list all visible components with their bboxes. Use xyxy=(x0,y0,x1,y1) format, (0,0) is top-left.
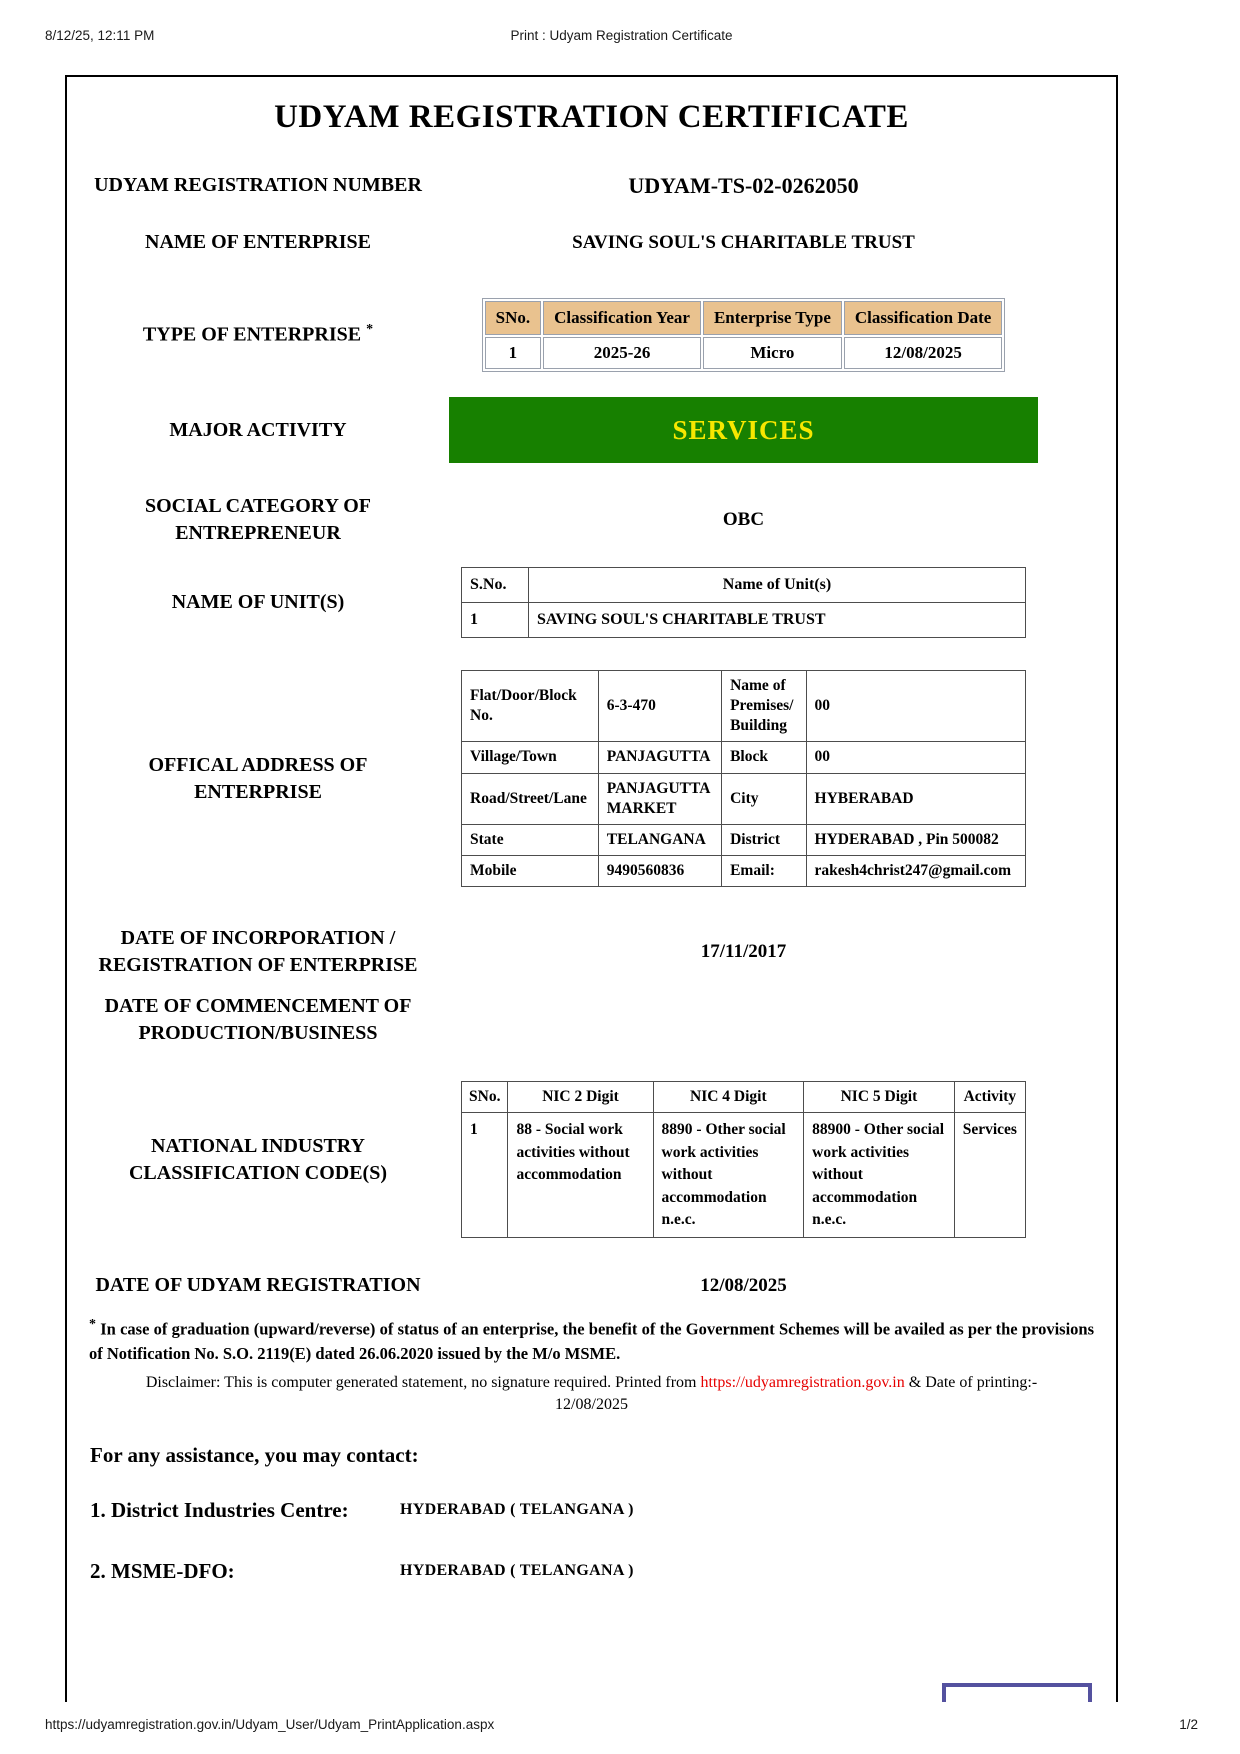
udyam-registration-date-row xyxy=(67,1272,1116,1299)
print-header-title: Print : Udyam Registration Certificate xyxy=(510,28,733,43)
udyam-registration-date-label: DATE OF UDYAM REGISTRATION xyxy=(95,1274,421,1297)
registration-number-label: UDYAM REGISTRATION NUMBER xyxy=(94,174,422,196)
print-footer-page-indicator: 1/2 xyxy=(1179,1717,1198,1732)
major-activity-label: MAJOR ACTIVITY xyxy=(169,418,347,441)
nic-activity: Services xyxy=(954,1113,1025,1238)
official-address-label: OFFICAL ADDRESS OF ENTERPRISE xyxy=(148,753,368,803)
type-classification-year: 2025-26 xyxy=(543,337,701,369)
units-table-row xyxy=(462,603,1026,638)
address-field-value: HYDERABAD , Pin 500082 xyxy=(806,824,1025,855)
address-row xyxy=(462,742,1026,773)
nic-table-header: Activity xyxy=(954,1082,1025,1113)
address-field-value: 00 xyxy=(806,671,1025,742)
type-enterprise-type: Micro xyxy=(703,337,842,369)
print-footer-url: https://udyamregistration.gov.in/Udyam_User/Udyam_PrintApplication.aspx xyxy=(45,1717,495,1732)
contact-msme-dfo-value: HYDERABAD ( TELANGANA ) xyxy=(400,1562,634,1580)
contact-dic-row xyxy=(90,1498,1116,1523)
certificate-page xyxy=(65,75,1118,1702)
nic-2-digit: 88 - Social work activities without accommodation xyxy=(508,1113,653,1238)
address-field-value: rakesh4christ247@gmail.com xyxy=(806,855,1025,886)
type-classification-date: 12/08/2025 xyxy=(844,337,1002,369)
address-field-label: Flat/Door/Block No. xyxy=(462,671,599,742)
address-row xyxy=(462,824,1026,855)
major-activity-banner xyxy=(449,397,1038,463)
nic-sno: 1 xyxy=(462,1113,508,1238)
assistance-heading: For any assistance, you may contact: xyxy=(90,1442,419,1467)
address-field-label: City xyxy=(722,773,806,824)
address-field-label: Road/Street/Lane xyxy=(462,773,599,824)
address-field-value: PANJAGUTTA MARKET xyxy=(598,773,721,824)
nic-table-header: NIC 2 Digit xyxy=(508,1082,653,1113)
unit-name: SAVING SOUL'S CHARITABLE TRUST xyxy=(529,603,1026,638)
print-header-datetime: 8/12/25, 12:11 PM xyxy=(45,28,155,43)
type-table-header: Classification Year xyxy=(543,301,701,335)
address-row xyxy=(462,773,1026,824)
type-sno: 1 xyxy=(485,337,541,369)
address-field-label: State xyxy=(462,824,599,855)
footnote-asterisk: * xyxy=(89,1317,96,1333)
address-field-label: Mobile xyxy=(462,855,599,886)
disclaimer xyxy=(85,1372,1098,1417)
printing-date: 12/08/2025 xyxy=(555,1396,628,1414)
graduation-footnote: * In case of graduation (upward/reverse) of status of an enterprise, the benefit of the Government Schemes will be availed as per the provisions of Notification No. S.O. 2119(E) dated 26.06.2020 issued by the M/o MSME. xyxy=(89,1317,1095,1363)
enterprise-type-table xyxy=(482,298,1006,372)
incorporation-date-label: DATE OF INCORPORATION / REGISTRATION OF ENTERPRISE xyxy=(98,927,418,977)
units-table-header: S.No. xyxy=(462,568,529,603)
unit-sno: 1 xyxy=(462,603,529,638)
address-field-label: Block xyxy=(722,742,806,773)
contact-dic-value: HYDERABAD ( TELANGANA ) xyxy=(400,1501,634,1519)
disclaimer-suffix: & Date of printing:- xyxy=(904,1373,1038,1391)
address-field-value: TELANGANA xyxy=(598,824,721,855)
udyam-registration-date-value: 12/08/2025 xyxy=(700,1274,787,1296)
nic-row xyxy=(67,1081,1116,1238)
official-address-table xyxy=(461,670,1026,887)
enterprise-type-row xyxy=(67,298,1116,372)
address-field-value: 6-3-470 xyxy=(598,671,721,742)
enterprise-name-label: NAME OF ENTERPRISE xyxy=(145,231,371,253)
print-header xyxy=(45,28,1198,43)
address-field-label: District xyxy=(722,824,806,855)
address-row xyxy=(462,855,1026,886)
enterprise-name-value: SAVING SOUL'S CHARITABLE TRUST xyxy=(572,231,915,253)
address-field-label: Village/Town xyxy=(462,742,599,773)
official-address-row xyxy=(67,670,1116,887)
social-category-value: OBC xyxy=(722,509,765,530)
contact-msme-dfo-label: 2. MSME-DFO: xyxy=(90,1558,235,1583)
nic-label: NATIONAL INDUSTRY CLASSIFICATION CODE(S) xyxy=(128,1134,387,1184)
contact-msme-dfo-row xyxy=(90,1559,1116,1584)
units-label: NAME OF UNIT(S) xyxy=(171,591,345,613)
enterprise-type-label: TYPE OF ENTERPRISE * xyxy=(142,322,374,346)
type-asterisk: * xyxy=(366,322,374,338)
nic-table-header: SNo. xyxy=(462,1082,508,1113)
type-table-row xyxy=(485,337,1003,369)
major-activity-value: SERVICES xyxy=(672,414,815,445)
contact-dic-label: 1. District Industries Centre: xyxy=(90,1497,349,1522)
commencement-date-label: DATE OF COMMENCEMENT OF PRODUCTION/BUSINESS xyxy=(104,995,412,1045)
qr-placeholder-partial-box xyxy=(942,1683,1092,1702)
address-field-value: 00 xyxy=(806,742,1025,773)
nic-5-digit: 88900 - Other social work activities without accommodation n.e.c. xyxy=(804,1113,955,1238)
disclaimer-prefix: Disclaimer: This is computer generated statement, no signature required. Printed from xyxy=(145,1373,701,1391)
incorporation-date-value: 17/11/2017 xyxy=(700,941,787,963)
nic-table-header: NIC 4 Digit xyxy=(653,1082,804,1113)
certificate-title: UDYAM REGISTRATION CERTIFICATE xyxy=(274,99,909,135)
social-category-label: SOCIAL CATEGORY OF ENTREPRENEUR xyxy=(145,495,371,544)
nic-4-digit: 8890 - Other social work activities without accommodation n.e.c. xyxy=(653,1113,804,1238)
units-table xyxy=(461,567,1026,638)
print-footer xyxy=(45,1717,1198,1732)
type-table-header: SNo. xyxy=(485,301,541,335)
social-category-row xyxy=(67,493,1116,547)
incorporation-date-row xyxy=(67,925,1116,979)
address-field-value: 9490560836 xyxy=(598,855,721,886)
enterprise-name-row xyxy=(67,229,1116,256)
address-field-value: PANJAGUTTA xyxy=(598,742,721,773)
units-row xyxy=(67,567,1116,638)
nic-table-row xyxy=(462,1113,1026,1238)
registration-number-row xyxy=(67,172,1116,199)
units-table-header: Name of Unit(s) xyxy=(529,568,1026,603)
address-row xyxy=(462,671,1026,742)
commencement-date-row xyxy=(67,993,1116,1047)
address-field-value: HYBERABAD xyxy=(806,773,1025,824)
address-field-label: Email: xyxy=(722,855,806,886)
udyamregistration-link[interactable]: https://udyamregistration.gov.in xyxy=(700,1373,905,1391)
major-activity-row xyxy=(67,397,1116,463)
address-field-label: Name of Premises/ Building xyxy=(722,671,806,742)
type-table-header: Enterprise Type xyxy=(703,301,842,335)
registration-number-value: UDYAM-TS-02-0262050 xyxy=(628,172,859,198)
type-table-header: Classification Date xyxy=(844,301,1002,335)
nic-table-header: NIC 5 Digit xyxy=(804,1082,955,1113)
nic-table xyxy=(461,1081,1026,1238)
